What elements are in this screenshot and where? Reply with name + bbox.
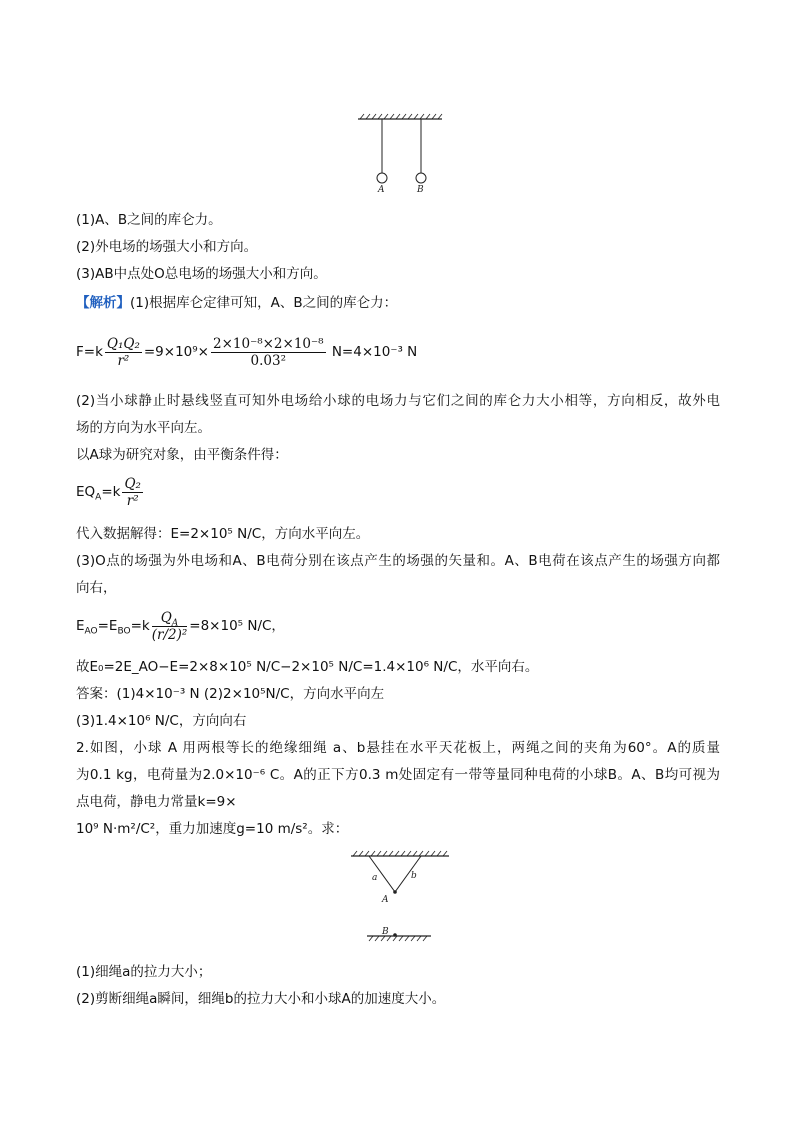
ball-a [377,173,387,183]
formula-1-frac-2 [211,336,326,369]
formula-2-mid: =k [101,484,121,500]
q1-item-1: (1)A、B之间的库仑力。 [76,212,222,228]
formula-3-num [152,610,188,627]
label-rope-b: b [411,871,417,881]
figure-v-suspension [345,846,455,942]
formula-1-num: Q₁Q₂ [106,335,140,352]
q2-item-2: (2)剪断细绳a瞬间，细绳b的拉力大小和小球A的加速度大小。 [76,991,446,1007]
formula-3-sub-2: BO [117,626,131,637]
analysis-p5a: (3)O点的场强为外电场和A、B电荷分别在该点产生的场强的矢量和。A、B电荷在该点产生的场强方向都 [76,553,720,569]
formula-1-prefix: F=k [76,344,103,360]
answer-line-1: 答案：(1)4×10⁻³ N (2)2×10⁵N/C，方向水平向左 [76,686,385,702]
formula-3-mid: =k [130,618,150,634]
formula-3-lhs: E [76,618,85,634]
q2-line-3: 点电荷，静电力常量k=9× [76,794,237,810]
formula-2-sub: A [95,492,102,503]
formula-1-mid: =9×10⁹× [143,344,209,360]
formula-2-den: r² [126,492,139,509]
q2-line-2: 为0.1 kg，电荷量为2.0×10⁻⁶ C。A的正下方0.3 m处固定有一带等量同种电荷的小球B。A、B均可视为 [76,767,720,783]
analysis-p2b: 场的方向为水平向左。 [76,420,211,436]
analysis-tag: 【解析】 [76,295,130,311]
answer-line-2: (3)1.4×10⁶ N/C，方向向右 [76,713,247,729]
formula-coulomb [76,334,417,370]
label-rope-a: a [372,873,378,883]
label-ball-a: A [378,185,385,195]
label-ball-b: B [417,185,424,195]
analysis-p5b: 向右， [76,580,117,596]
q1-item-2: (2)外电场的场强大小和方向。 [76,239,258,255]
formula-3-sub-1: AO [84,626,98,637]
ceiling-hatch-2 [353,851,447,856]
formula-3-num-text: Q [160,609,172,626]
q2-line-4: 10⁹ N·m²/C²，重力加速度g=10 m/s²。求： [76,821,349,837]
analysis-p4: 代入数据解得：E=2×10⁵ N/C，方向水平向左。 [76,526,370,542]
formula-3-num-sub: A [171,618,179,629]
ball-a-point [393,890,397,894]
analysis-p6: 故E₀=2E_AO−E=2×8×10⁵ N/C−2×10⁵ N/C=1.4×10⁶ N/C，水平向右。 [76,659,539,675]
formula-3-den: (r/2)² [151,626,188,643]
formula-1-den-2: 0.03² [250,352,287,369]
q2-item-1: (1)细绳a的拉力大小； [76,964,212,980]
formula-3-frac [152,610,188,643]
analysis-p2a: (2)当小球静止时悬线竖直可知外电场给小球的电场力与它们之间的库仑力大小相等，方向相反，故外电 [76,393,720,409]
ball-b [416,173,426,183]
formula-1-den: r² [117,352,130,369]
ground-hatch [369,936,427,941]
formula-1-frac [105,336,142,369]
analysis-intro [76,294,397,312]
analysis-p3: 以A球为研究对象，由平衡条件得： [76,447,288,463]
formula-field-o [76,604,285,648]
label-ball-a-2: A [382,895,389,905]
formula-2-frac [122,476,142,509]
analysis-p1: (1)根据库仑定律可知，A、B之间的库仑力： [130,295,398,311]
formula-3-eq: =E [97,618,118,634]
formula-3-suffix: =8×10⁵ N/C， [189,618,285,634]
ceiling-hatch [360,114,442,119]
formula-2-prefix: EQ [76,484,96,500]
formula-2-num: Q₂ [124,475,141,492]
q2-line-1: 2.如图，小球 A 用两根等长的绝缘细绳 a、b悬挂在水平天花板上，两绳之间的夹角为60°。A的质量 [76,740,720,756]
formula-equilibrium [76,474,145,510]
q1-item-3: (3)AB中点处O总电场的场强大小和方向。 [76,266,327,282]
formula-1-suffix: N=4×10⁻³ N [327,344,418,360]
label-ball-b-2: B [382,927,389,937]
figure-hanging-balls [350,112,450,198]
ball-b-point [393,933,397,937]
formula-1-num-2: 2×10⁻⁸×2×10⁻⁸ [213,335,324,352]
rope-b [395,856,421,892]
